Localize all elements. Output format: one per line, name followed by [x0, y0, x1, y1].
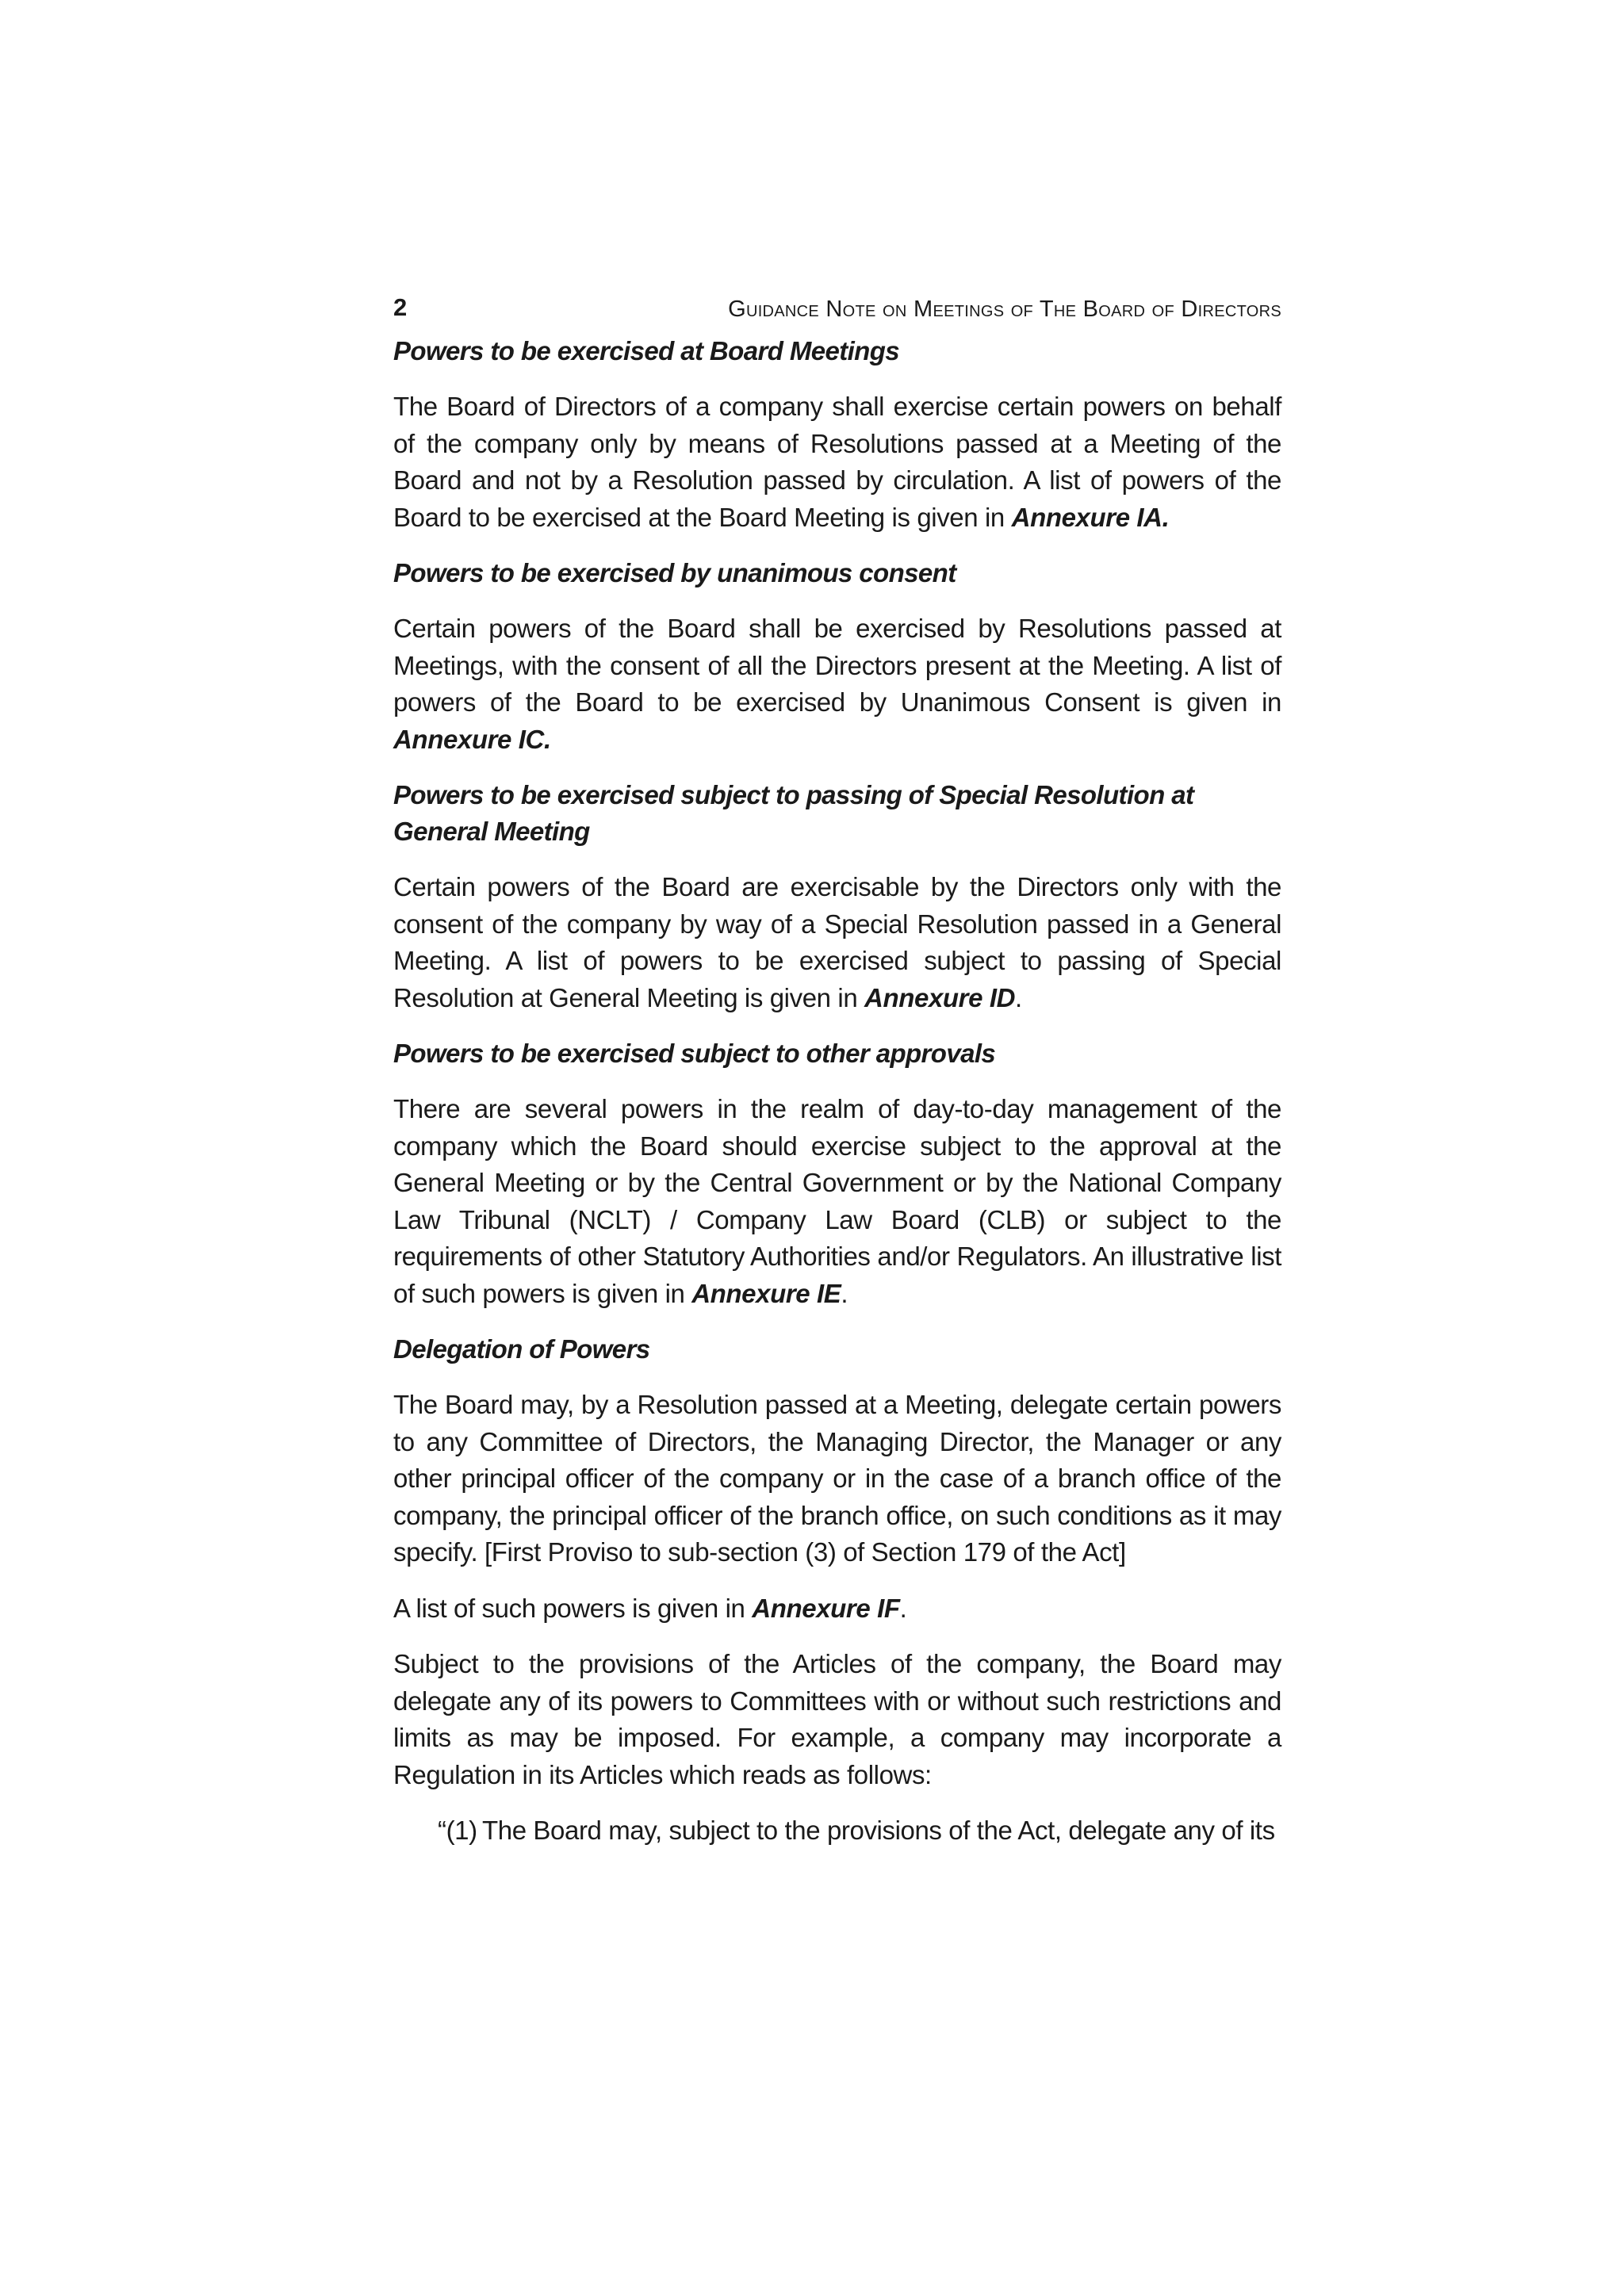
paragraph-tail: . — [899, 1593, 907, 1623]
annexure-reference: Annexure ID — [864, 982, 1016, 1012]
paragraph-tail: . — [1015, 982, 1022, 1012]
paragraph-text: Certain powers of the Board are exercisable by the Directors only with the consent of the company by way of a Special Resolution passed in a General Meeting. A list of powers to be exercised subject to passing of Special Resolution at General Meeting is given in — [393, 872, 1281, 1012]
paragraph-text: The Board of Directors of a company shall exercise certain powers on behalf of the company only by means of Resolutions passed at a Meeting of the Board and not by a Resolution passed by circulation. A list of powers of the Board to be exercised at the Board Meeting is given in — [393, 392, 1281, 532]
section-heading: Delegation of Powers — [393, 1334, 650, 1364]
section-heading: Powers to be exercised at Board Meetings — [393, 336, 900, 365]
running-header — [393, 285, 1281, 333]
annexure-reference: Annexure IC. — [393, 724, 551, 754]
paragraph-tail: . — [841, 1278, 848, 1308]
quoted-regulation — [393, 1812, 1281, 1850]
document-page — [393, 285, 1281, 1850]
paragraph-text: Certain powers of the Board shall be exercised by Resolutions passed at Meetings, with the consent of all the Directors present at the Meeting. A list of powers of the Board to be exercised by Unanimous Consent is given in — [393, 614, 1281, 717]
section-heading: Powers to be exercised by unanimous consent — [393, 558, 956, 587]
delegation-paragraph: The Board may, by a Resolution passed at a Meeting, delegate certain powers to any Committee of Directors, the Managing Director, the Manager or any other principal officer of the company or in the case of a branch office of the company, the principal officer of the branch office, on such conditions as it may specify. [First Proviso to sub-section (3) of Section 179 of the Act] — [393, 1390, 1281, 1567]
annexure-reference: Annexure IE — [691, 1278, 841, 1308]
annexure-reference: Annexure IA. — [1011, 502, 1170, 532]
articles-paragraph: Subject to the provisions of the Articles of the company, the Board may delegate any of its powers to Committees with or without such restrictions and limits as may be imposed. For example, a company may incorporate a Regulation in its Articles which reads as follows: — [393, 1649, 1281, 1789]
paragraph-text: A list of such powers is given in — [393, 1593, 753, 1623]
section-paragraph — [393, 1091, 1281, 1312]
quote-text: The Board may, subject to the provisions of the Act, delegate any of its — [482, 1816, 1275, 1845]
running-title: Guidance Note on Meetings of The Board of Directors — [728, 297, 1281, 322]
section-heading: Powers to be exercised subject to passing of Special Resolution at General Meeting — [393, 780, 1194, 846]
delegation-list-paragraph — [393, 1590, 1281, 1628]
paragraph-text: There are several powers in the realm of day-to-day management of the company which the Board should exercise subject to the approval at the General Meeting or by the Central Government or by the National Company Law Tribunal (NCLT) / Company Law Board (CLB) or subject to the requirements of other Statutory Authorities and/or Regulators. An illustrative list of such powers is given in — [393, 1094, 1281, 1308]
quote-number: “(1) — [438, 1816, 477, 1845]
section-paragraph — [393, 610, 1281, 758]
section-paragraph — [393, 869, 1281, 1016]
section-paragraph — [393, 388, 1281, 536]
annexure-reference: Annexure IF — [752, 1593, 900, 1623]
section-heading: Powers to be exercised subject to other approvals — [393, 1039, 996, 1068]
page-number: 2 — [393, 293, 408, 321]
